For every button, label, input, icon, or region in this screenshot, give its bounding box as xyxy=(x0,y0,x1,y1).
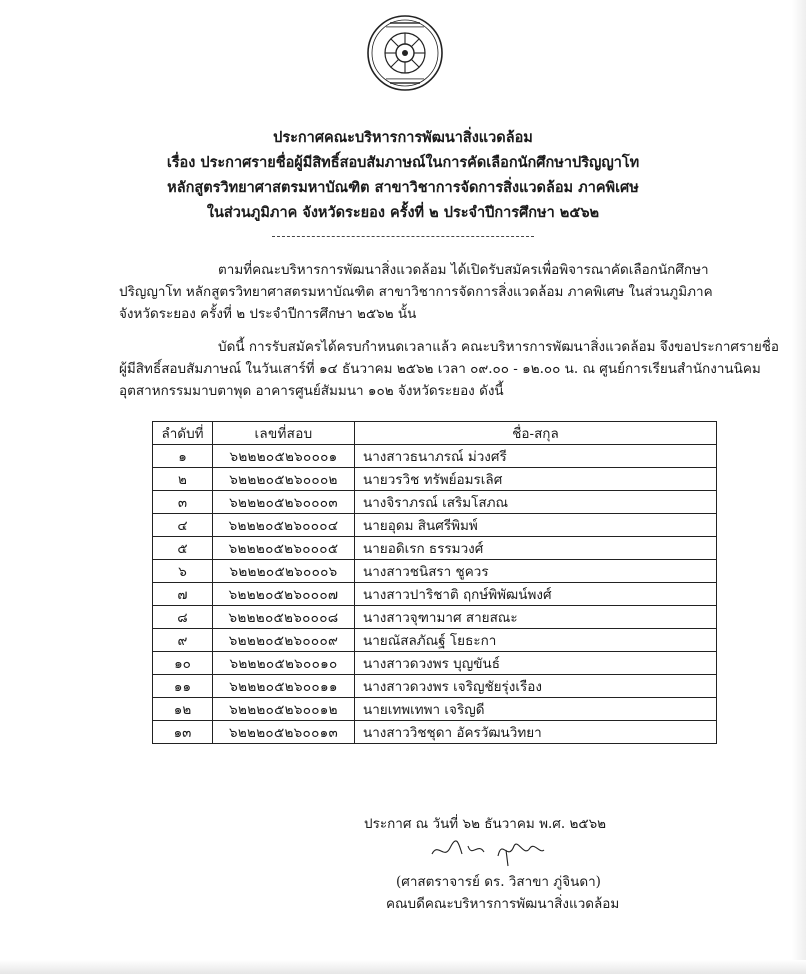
table-row xyxy=(153,698,717,721)
name-cell: นายวรวิช ทรัพย์อมรเลิศ xyxy=(355,468,717,491)
header-order: ลำดับที่ xyxy=(153,422,213,445)
order-cell: ๑๓ xyxy=(153,721,213,744)
heading-line-1: ประกาศคณะบริหารการพัฒนาสิ่งแวดล้อม xyxy=(273,129,533,146)
header-full-name: ชื่อ-สกุล xyxy=(355,422,717,445)
order-cell: ๕ xyxy=(153,537,213,560)
paragraph-1-line-3: จังหวัดระยอง ครั้งที่ ๒ ประจำปีการศึกษา ๒๕๖๒ นั้น xyxy=(119,306,417,322)
exam-id-cell: ๖๒๒๒๐๕๒๖๐๐๑๐ xyxy=(213,652,355,675)
name-cell: นายณัสลภัณฐ์ โยธะกา xyxy=(355,629,717,652)
exam-id-cell: ๖๒๒๒๐๕๒๖๐๐๐๕ xyxy=(213,537,355,560)
name-cell: นางจิราภรณ์ เสริมโสภณ xyxy=(355,491,717,514)
table-row xyxy=(153,537,717,560)
table-row xyxy=(153,606,717,629)
heading-line-2: เรื่อง ประกาศรายชื่อผู้มีสิทธิ์สอบสัมภาษณ์ในการคัดเลือกนักศึกษาปริญญาโท xyxy=(166,154,640,171)
order-cell: ๘ xyxy=(153,606,213,629)
announcement-date: ประกาศ ณ วันที่ ๖๒ ธันวาคม พ.ศ. ๒๕๖๒ xyxy=(364,816,607,832)
table-row xyxy=(153,491,717,514)
exam-id-cell: ๖๒๒๒๐๕๒๖๐๐๑๓ xyxy=(213,721,355,744)
signatory-name: (ศาสตราจารย์ ดร. วิสาขา ภู่จินดา) xyxy=(396,874,601,890)
exam-id-cell: ๖๒๒๒๐๕๒๖๐๐๐๒ xyxy=(213,468,355,491)
order-cell: ๖ xyxy=(153,560,213,583)
exam-id-cell: ๖๒๒๒๐๕๒๖๐๐๐๙ xyxy=(213,629,355,652)
name-cell: นางสาวดวงพร เจริญชัยรุ่งเรือง xyxy=(355,675,717,698)
order-cell: ๑๐ xyxy=(153,652,213,675)
paragraph-1-line-1: ตามที่คณะบริหารการพัฒนาสิ่งแวดล้อม ได้เปิดรับสมัครเพื่อพิจารณาคัดเลือกนักศึกษา xyxy=(218,262,709,278)
exam-id-cell: ๖๒๒๒๐๕๒๖๐๐๐๔ xyxy=(213,514,355,537)
table-header-row xyxy=(153,422,717,445)
name-cell: นางสาวปาริชาติ ฤกษ์พิพัฒน์พงศ์ xyxy=(355,583,717,606)
paragraph-2-line-2: ผู้มีสิทธิ์สอบสัมภาษณ์ ในวันเสาร์ที่ ๑๔ ธันวาคม ๒๕๖๒ เวลา ๐๙.๐๐ - ๑๒.๐๐ น. ณ ศูนย์การเรียนสำนักงานนิคม xyxy=(119,361,761,377)
name-cell: นางสาวธนาภรณ์ ม่วงศรี xyxy=(355,445,717,468)
page-bottom-shadow xyxy=(0,960,806,974)
paragraph-2-line-1: บัดนี้ การรับสมัครได้ครบกำหนดเวลาแล้ว คณะบริหารการพัฒนาสิ่งแวดล้อม จึงขอประกาศรายชื่อ xyxy=(218,339,780,355)
order-cell: ๒ xyxy=(153,468,213,491)
table-row xyxy=(153,675,717,698)
exam-id-cell: ๖๒๒๒๐๕๒๖๐๐๐๓ xyxy=(213,491,355,514)
table-row xyxy=(153,652,717,675)
table-row xyxy=(153,514,717,537)
signatory-position: คณบดีคณะบริหารการพัฒนาสิ่งแวดล้อม xyxy=(386,896,620,912)
exam-id-cell: ๖๒๒๒๐๕๒๖๐๐๑๑ xyxy=(213,675,355,698)
name-cell: นางสาวจุฑามาศ สายสณะ xyxy=(355,606,717,629)
order-cell: ๓ xyxy=(153,491,213,514)
order-cell: ๑ xyxy=(153,445,213,468)
name-cell: นายอดิเรก ธรรมวงศ์ xyxy=(355,537,717,560)
heading-line-4: ในส่วนภูมิภาค จังหวัดระยอง ครั้งที่ ๒ ประจำปีการศึกษา ๒๕๖๒ xyxy=(206,204,600,221)
order-cell: ๔ xyxy=(153,514,213,537)
name-cell: นางสาวดวงพร บุญขันธ์ xyxy=(355,652,717,675)
order-cell: ๗ xyxy=(153,583,213,606)
table-row xyxy=(153,445,717,468)
paragraph-1-line-2: ปริญญาโท หลักสูตรวิทยาศาสตรมหาบัณฑิต สาขาวิชาการจัดการสิ่งแวดล้อม ภาคพิเศษ ในส่วนภูมิภาค xyxy=(119,284,713,300)
name-cell: นายอุดม สินศรีพิมพ์ xyxy=(355,514,717,537)
exam-id-cell: ๖๒๒๒๐๕๒๖๐๐๐๖ xyxy=(213,560,355,583)
table-row xyxy=(153,468,717,491)
university-seal xyxy=(366,14,444,92)
heading-divider xyxy=(272,236,534,237)
table-row xyxy=(153,583,717,606)
name-cell: นางสาวชนิสรา ชูควร xyxy=(355,560,717,583)
exam-id-cell: ๖๒๒๒๐๕๒๖๐๐๐๑ xyxy=(213,445,355,468)
table-row xyxy=(153,560,717,583)
exam-id-cell: ๖๒๒๒๐๕๒๖๐๐๑๒ xyxy=(213,698,355,721)
order-cell: ๑๑ xyxy=(153,675,213,698)
name-cell: นายเทพเทพา เจริญดี xyxy=(355,698,717,721)
handwritten-signature xyxy=(428,832,548,868)
order-cell: ๙ xyxy=(153,629,213,652)
heading-line-3: หลักสูตรวิทยาศาสตรมหาบัณฑิต สาขาวิชาการจัดการสิ่งแวดล้อม ภาคพิเศษ xyxy=(167,179,639,196)
table-row xyxy=(153,629,717,652)
table-row xyxy=(153,721,717,744)
order-cell: ๑๒ xyxy=(153,698,213,721)
header-exam-id: เลขที่สอบ xyxy=(213,422,355,445)
exam-id-cell: ๖๒๒๒๐๕๒๖๐๐๐๗ xyxy=(213,583,355,606)
paragraph-2-line-3: อุตสาหกรรมมาบตาพุด อาคารศูนย์สัมมนา ๑๐๒ จังหวัดระยอง ดังนี้ xyxy=(119,383,504,399)
candidate-table xyxy=(152,421,717,744)
exam-id-cell: ๖๒๒๒๐๕๒๖๐๐๐๘ xyxy=(213,606,355,629)
name-cell: นางสาววิชชุดา อัครวัฒนวิทยา xyxy=(355,721,717,744)
